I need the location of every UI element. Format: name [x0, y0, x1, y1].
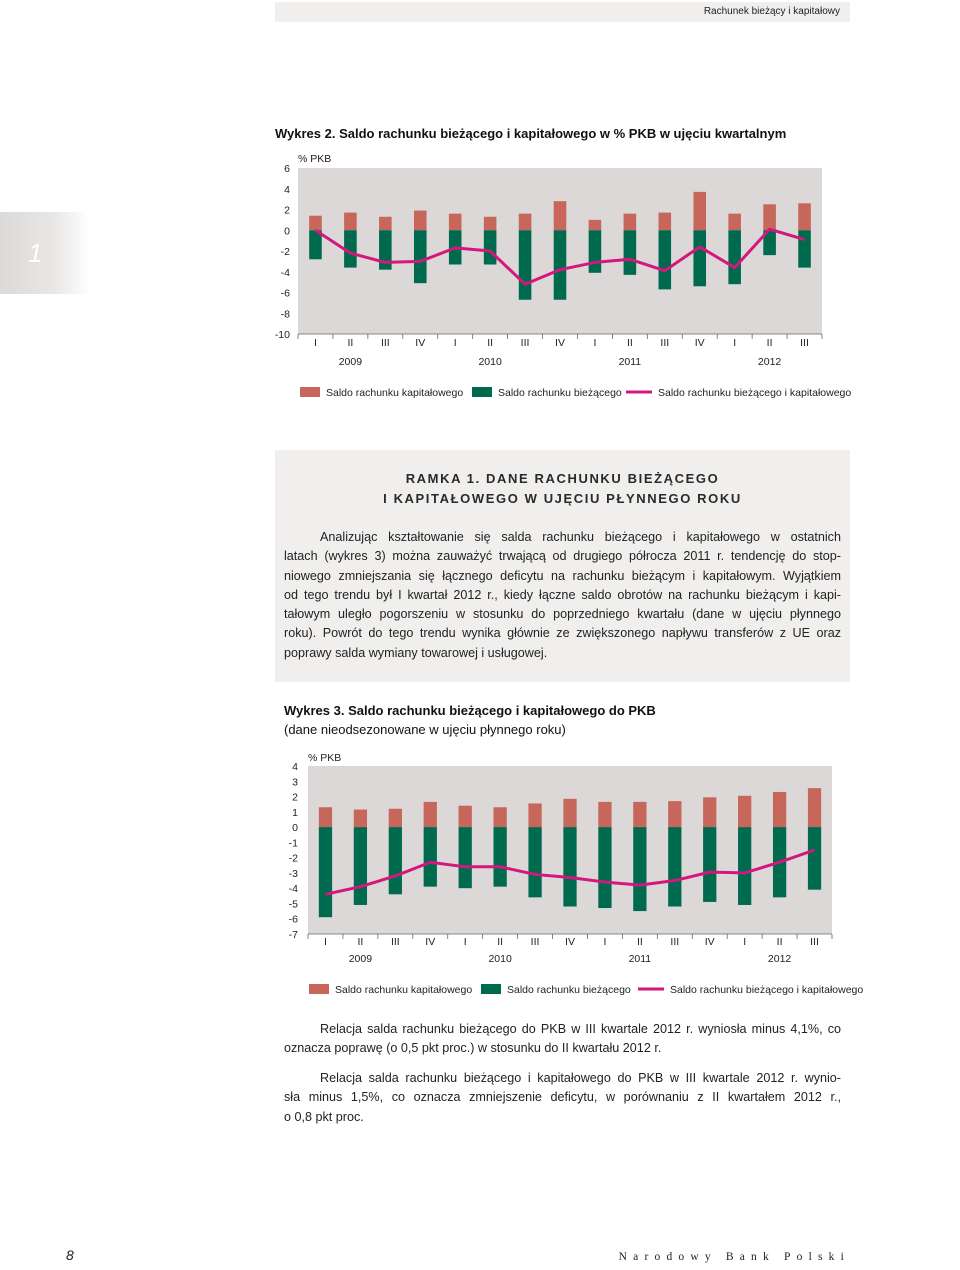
bar: [728, 230, 741, 284]
bar: [668, 827, 681, 906]
x-tick-label: III: [810, 936, 819, 948]
paragraph-1-line: oznacza poprawę (o 0,5 pkt proc.) w stosunku do II kwartału 2012 r.: [284, 1041, 662, 1056]
bar: [319, 827, 332, 917]
y-tick-label: 0: [284, 225, 290, 238]
bar: [633, 802, 646, 827]
box-paragraph-line: poprawy salda wymiany towarowej i usługowej.: [284, 645, 548, 660]
x-tick-label: IV: [555, 337, 565, 349]
x-tick-label: IV: [425, 936, 436, 948]
box-paragraph-line: latach (wykres 3) można zauważyć trwającą od drugiego półrocza 2011 r. tendencję do stop-: [284, 549, 841, 564]
bar: [703, 827, 716, 902]
running-title: Rachunek bieżący i kapitałowy: [703, 6, 840, 17]
x-tick-label: II: [636, 936, 643, 948]
box-paragraph-line: Analizując kształtowanie się salda rachunku bieżącego i kapitałowego w ostatnich: [320, 530, 841, 544]
y-tick-label: 2: [292, 791, 298, 804]
x-tick-label: I: [324, 936, 327, 948]
bar: [589, 230, 602, 273]
bar: [519, 230, 532, 300]
bar: [798, 230, 811, 267]
chart-figure2: [0, 0, 960, 420]
y-tick-label: -8: [280, 308, 290, 321]
y-tick-label: -1: [288, 837, 298, 850]
y-tick-label: 3: [292, 776, 298, 789]
y-tick-label: 2: [284, 204, 290, 217]
x-tick-label: I: [593, 337, 597, 349]
x-tick-label: IV: [415, 337, 426, 349]
y-tick-label: 6: [284, 163, 290, 175]
bar: [728, 214, 741, 231]
bar: [493, 807, 506, 827]
x-tick-label: II: [766, 337, 773, 349]
x-tick-label: II: [347, 337, 354, 349]
x-tick-label: I: [733, 337, 737, 349]
y-tick-label: -2: [288, 852, 298, 865]
x-year-label: 2009: [348, 953, 373, 965]
box-paragraph-line: niowego zmniejszania się łącznego deficytu na rachunku bieżącym i kapitałowym. Wyjątkiem: [284, 568, 841, 583]
paragraph-1-line: Relacja salda rachunku bieżącego do PKB w III kwartale 2012 r. wyniosła minus 4,1%, co: [320, 1022, 841, 1036]
bar: [693, 192, 706, 230]
legend-swatch: [472, 387, 492, 397]
bar: [389, 827, 402, 894]
x-tick-label: IV: [704, 936, 715, 948]
bar: [414, 230, 427, 283]
paragraph-1: [284, 1020, 841, 1059]
x-year-label: 2012: [767, 953, 792, 965]
bar: [528, 803, 541, 827]
bar: [354, 810, 367, 828]
y-tick-label: -3: [288, 867, 298, 880]
bar: [493, 827, 506, 887]
legend-label: Saldo rachunku bieżącego: [498, 387, 622, 399]
y-tick-label: -7: [288, 929, 298, 941]
y-tick-label: -6: [288, 913, 298, 926]
x-tick-label: III: [670, 936, 680, 948]
x-tick-label: III: [660, 337, 670, 349]
bar: [773, 792, 786, 827]
x-tick-label: II: [626, 337, 633, 349]
figure3-subtitle: (dane nieodsezonowane w ujęciu płynnego roku): [284, 722, 566, 737]
bar: [563, 827, 576, 906]
paragraph-2-line: Relacja salda rachunku bieżącego i kapitałowego do PKB w III kwartale 2012 r. wynio-: [320, 1071, 841, 1085]
bar: [459, 806, 472, 827]
x-tick-label: III: [520, 337, 530, 349]
y-tick-label: -5: [288, 898, 298, 911]
bar: [379, 217, 392, 230]
bar: [659, 213, 672, 231]
figure2-caption: Saldo rachunku bieżącego i kapitałowego w % PKB w ujęciu kwartalnym: [339, 126, 787, 141]
bar: [598, 827, 611, 908]
legend-label: Saldo rachunku kapitałowego: [326, 387, 464, 399]
box-paragraph-line: od tego trendu był I kwartał 2012 r., kiedy łączne saldo obrotów na rachunku bieżącym i kapi-: [284, 587, 841, 602]
x-tick-label: III: [530, 936, 540, 948]
bar: [633, 827, 646, 911]
y-tick-label: 0: [292, 822, 298, 835]
x-year-label: 2012: [757, 356, 782, 368]
bar: [554, 230, 567, 300]
figure3-caption: Saldo rachunku bieżącego i kapitałowego do PKB: [348, 703, 656, 718]
bar: [459, 827, 472, 888]
y-tick-label: -4: [280, 266, 290, 279]
bar: [659, 230, 672, 289]
chapter-number: 1: [28, 238, 43, 268]
x-year-label: 2010: [478, 356, 502, 368]
bar: [449, 214, 462, 231]
bar: [484, 230, 497, 264]
box-paragraph-line: roku). Powrót do tego trendu wynika głównie ze zwiększonego napływu transferów z UE oraz: [284, 626, 841, 641]
x-tick-label: II: [497, 936, 504, 948]
bar: [484, 217, 497, 230]
bar: [808, 827, 821, 890]
legend-swatch: [300, 387, 320, 397]
x-year-label: 2010: [488, 953, 512, 965]
x-tick-label: I: [463, 936, 467, 948]
y-tick-label: -6: [280, 287, 290, 300]
x-tick-label: IV: [694, 337, 705, 349]
bar: [598, 802, 611, 827]
x-year-label: 2011: [618, 356, 642, 368]
figure2-label: Wykres 2.: [275, 126, 336, 141]
y-tick-label: -4: [288, 883, 298, 896]
y-tick-label: -2: [280, 246, 290, 258]
bar: [319, 807, 332, 827]
bar: [563, 799, 576, 827]
bar: [693, 230, 706, 286]
x-tick-label: IV: [565, 936, 575, 948]
page-number: 8: [66, 1247, 74, 1263]
x-tick-label: I: [743, 936, 747, 948]
bar: [798, 203, 811, 230]
y-tick-label: 4: [284, 183, 290, 196]
bar: [414, 211, 427, 231]
chart-figure3: [0, 740, 960, 1010]
bar: [309, 216, 322, 231]
bar: [624, 230, 637, 275]
x-year-label: 2011: [628, 953, 652, 965]
legend-label: Saldo rachunku bieżącego i kapitałowego: [658, 387, 852, 399]
bar: [738, 796, 751, 827]
x-tick-label: I: [603, 936, 607, 948]
paragraph-2: [284, 1069, 841, 1127]
box-title-line1: RAMKA 1. DANE RACHUNKU BIEŻĄCEGO: [405, 471, 720, 486]
x-tick-label: II: [487, 337, 494, 349]
x-tick-label: I: [453, 337, 457, 349]
figure3-label: Wykres 3.: [284, 703, 345, 718]
legend-swatch: [481, 984, 501, 994]
x-tick-label: III: [800, 337, 809, 349]
figure3-title: [284, 703, 656, 718]
y-tick-label: 4: [292, 761, 298, 773]
x-tick-label: I: [314, 337, 317, 349]
paragraph-2-line: sła minus 1,5%, co oznacza zmniejszenie deficytu, w porównaniu z II kwartałem 2012 r.,: [284, 1090, 841, 1105]
x-tick-label: II: [357, 936, 364, 948]
y-tick-label: -10: [274, 329, 290, 341]
y-axis-unit: % PKB: [298, 153, 332, 165]
bar: [763, 204, 776, 230]
x-year-label: 2009: [338, 356, 363, 368]
bar: [703, 797, 716, 827]
bar: [624, 214, 637, 231]
x-tick-label: III: [390, 936, 400, 948]
y-tick-label: 1: [292, 806, 298, 819]
legend-label: Saldo rachunku bieżącego: [507, 984, 631, 996]
bar: [808, 788, 821, 827]
bar: [424, 827, 437, 887]
bar: [554, 201, 567, 230]
bar: [738, 827, 751, 905]
box-paragraph-line: tałowym uległo pogorszeniu w stosunku do poprzedniego kwartału (dane w ujęciu płynnego: [284, 607, 841, 622]
bar: [424, 802, 437, 827]
y-axis-unit: % PKB: [308, 752, 342, 764]
legend-swatch: [309, 984, 329, 994]
bar: [389, 809, 402, 827]
bar: [519, 214, 532, 231]
x-tick-label: II: [776, 936, 783, 948]
bar: [589, 220, 602, 230]
box-title-line2: I KAPITAŁOWEGO W UJĘCIU PŁYNNEGO ROKU: [383, 491, 742, 506]
legend-label: Saldo rachunku bieżącego i kapitałowego: [670, 984, 864, 996]
bar: [354, 827, 367, 905]
bar: [344, 213, 357, 231]
bar: [668, 801, 681, 827]
x-tick-label: III: [380, 337, 390, 349]
footer-brand: Narodowy Bank Polski: [618, 1251, 850, 1263]
box-paragraph: [284, 528, 841, 663]
bar: [528, 827, 541, 897]
paragraph-2-line: o 0,8 pkt proc.: [284, 1109, 364, 1124]
legend-label: Saldo rachunku kapitałowego: [335, 984, 473, 996]
